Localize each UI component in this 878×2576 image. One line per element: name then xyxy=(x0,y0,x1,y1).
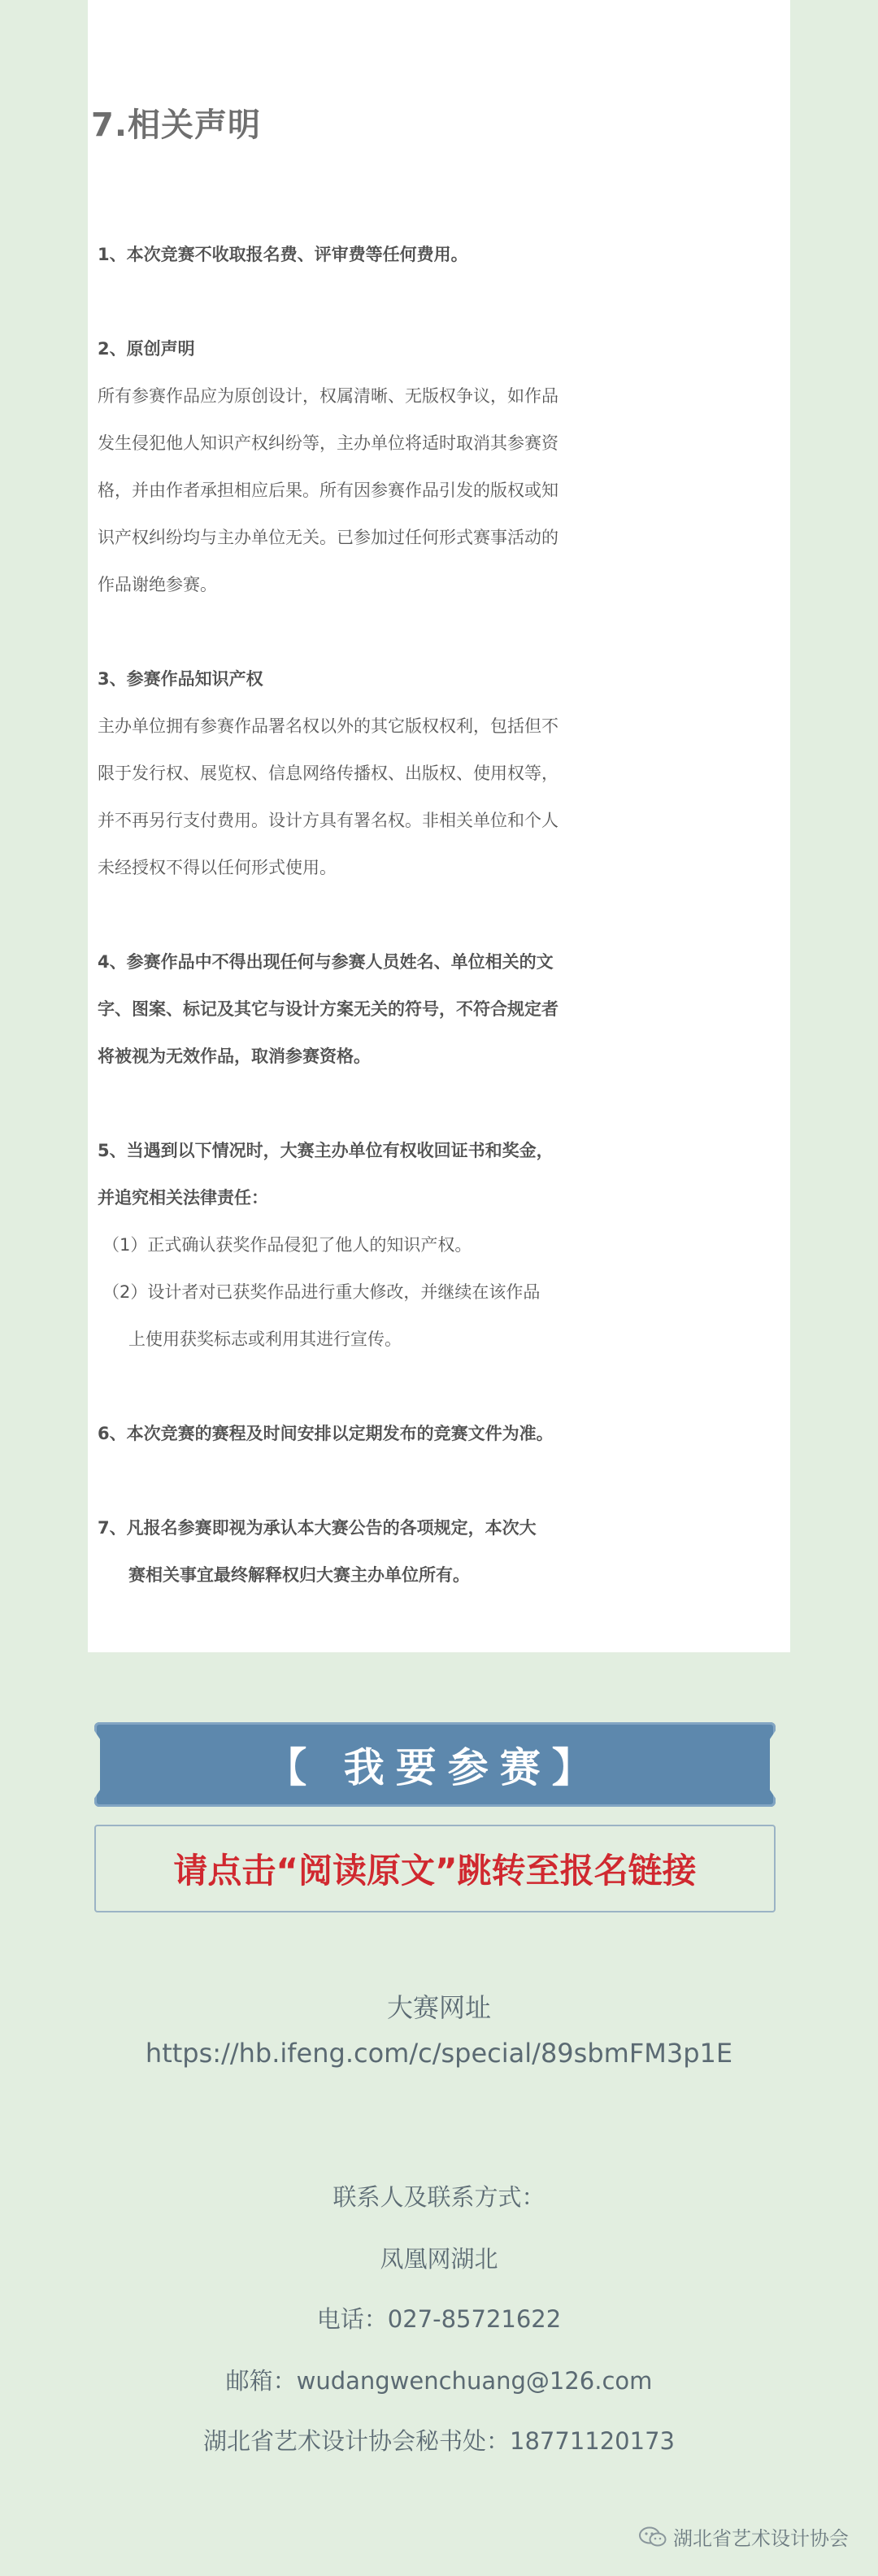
contact-email: 邮箱：wudangwenchuang@126.com xyxy=(225,2367,653,2395)
website-url[interactable]: https://hb.ifeng.com/c/special/89sbmFM3p1E xyxy=(145,2038,733,2069)
contact-org: 凤凰网湖北 xyxy=(380,2245,498,2273)
join-banner-label: 【 我要参赛】 xyxy=(266,1744,604,1791)
clause-6: 6、本次竞赛的赛程及时间安排以定期发布的竞赛文件为准。 xyxy=(98,1424,554,1443)
footer-account-name: 湖北省艺术设计协会 xyxy=(673,2527,849,2550)
website-label: 大赛网址 xyxy=(386,1992,491,2023)
clause-4-line: 字、图案、标记及其它与设计方案无关的符号，不符合规定者 xyxy=(98,999,559,1019)
clause-5-sub-2-cont: 上使用获奖标志或利用其进行宣传。 xyxy=(128,1329,402,1349)
clause-2-line: 所有参赛作品应为原创设计，权属清晰、无版权争议，如作品 xyxy=(98,386,559,406)
clause-7: 7、凡报名参赛即视为承认本大赛公告的各项规定，本次大 xyxy=(98,1518,537,1538)
wechat-icon xyxy=(639,2526,667,2548)
clause-3-body xyxy=(98,703,732,891)
clause-3-line: 限于发行权、展览权、信息网络传播权、出版权、使用权等， xyxy=(98,764,559,783)
clause-2-line: 识产权纠纷均与主办单位无关。已参加过任何形式赛事活动的 xyxy=(98,528,559,547)
clause-7-cont: 赛相关事宜最终解释权归大赛主办单位所有。 xyxy=(128,1565,470,1585)
section-title-text: 相关声明 xyxy=(128,107,262,144)
clause-3-line: 并不再另行支付费用。设计方具有署名权。非相关单位和个人 xyxy=(98,811,559,830)
clause-2-line: 作品谢绝参赛。 xyxy=(98,575,217,594)
contact-secretariat: 湖北省艺术设计协会秘书处：18771120173 xyxy=(203,2427,675,2455)
clause-2-line: 发生侵犯他人知识产权纠纷等，主办单位将适时取消其参赛资 xyxy=(98,433,559,453)
join-banner xyxy=(94,1722,776,1807)
section-number: 7. xyxy=(91,107,128,144)
clause-5-sub-1: （1）正式确认获奖作品侵犯了他人的知识产权。 xyxy=(102,1235,472,1255)
clause-5 xyxy=(98,1127,732,1363)
clause-2-line: 格，并由作者承担相应后果。所有因参赛作品引发的版权或知 xyxy=(98,481,559,500)
clauses-list xyxy=(98,231,732,1599)
clause-3-line: 未经授权不得以任何形式使用。 xyxy=(98,858,337,877)
footer-watermark xyxy=(639,2522,849,2551)
contact-phone: 电话：027-85721622 xyxy=(316,2305,562,2333)
clause-5-line: 5、当遇到以下情况时，大赛主办单位有权收回证书和奖金， xyxy=(98,1141,554,1160)
clause-4-line: 4、参赛作品中不得出现任何与参赛人员姓名、单位相关的文 xyxy=(98,952,554,972)
register-link[interactable] xyxy=(94,1825,776,1912)
section-title xyxy=(91,99,261,146)
clause-3-title: 3、参赛作品知识产权 xyxy=(98,669,263,689)
clause-4-line: 将被视为无效作品，取消参赛资格。 xyxy=(98,1046,371,1066)
clause-5-line: 并追究相关法律责任： xyxy=(98,1188,268,1208)
clause-4 xyxy=(98,938,732,1080)
clause-2-body xyxy=(98,372,732,608)
clause-5-sub-2: （2）设计者对已获奖作品进行重大修改，并继续在该作品 xyxy=(102,1282,541,1302)
register-link-text: 请点击“阅读原文”跳转至报名链接 xyxy=(173,1851,697,1891)
clause-2-title: 2、原创声明 xyxy=(98,339,195,359)
clause-3-line: 主办单位拥有参赛作品署名权以外的其它版权权利，包括但不 xyxy=(98,716,559,736)
contact-label: 联系人及联系方式： xyxy=(333,2183,545,2211)
clause-1: 1、本次竞赛不收取报名费、评审费等任何费用。 xyxy=(98,245,468,264)
